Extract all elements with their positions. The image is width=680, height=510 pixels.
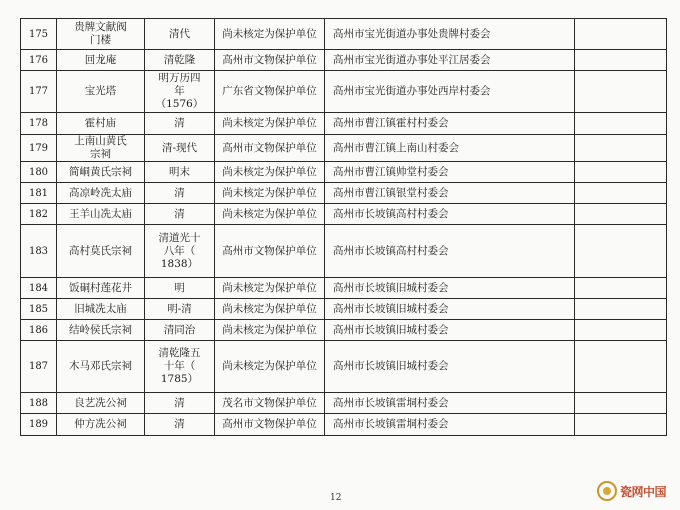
site-era-text: 清乾隆五 十年（ 1785） — [158, 347, 201, 385]
row-number — [21, 341, 57, 393]
remarks-cell — [575, 19, 667, 50]
site-name — [57, 135, 145, 162]
owner-unit-text: 高州市长坡镇高村村委会 — [333, 207, 449, 220]
table-row — [21, 71, 667, 113]
site-era-text: 清同治 — [163, 323, 196, 336]
table-row — [21, 320, 667, 341]
owner-unit-text: 高州市长坡镇雷垌村委会 — [333, 418, 449, 430]
row-number — [21, 225, 57, 278]
site-era-text: 清 — [174, 418, 185, 430]
owner-unit-text: 高州市曹江镇帅堂村委会 — [333, 165, 449, 178]
site-name — [57, 204, 145, 225]
owner-unit — [325, 71, 575, 113]
row-number — [21, 183, 57, 204]
protection-level — [215, 278, 325, 299]
table-body — [21, 19, 667, 436]
owner-unit-text: 高州市曹江镇霍村村委会 — [333, 117, 449, 129]
site-name-text: 宝光塔 — [84, 85, 117, 97]
site-name-text: 木马邓氏宗祠 — [69, 360, 132, 372]
table-row — [21, 414, 667, 436]
row-number-text: 177 — [28, 86, 49, 97]
site-name-text: 饭硐村莲花井 — [69, 281, 132, 294]
owner-unit — [325, 113, 575, 135]
site-name — [57, 71, 145, 113]
table-row — [21, 341, 667, 393]
remarks-cell — [575, 204, 667, 225]
site-era-text: 清-现代 — [161, 141, 198, 154]
protection-level-text: 尚未核定为保护单位 — [222, 117, 317, 129]
protection-level-text: 高州市文物保护单位 — [222, 53, 317, 66]
site-era-text: 清 — [174, 396, 185, 409]
owner-unit-text: 高州市宝光街道办事处西岸村委会 — [333, 85, 491, 97]
owner-unit — [325, 341, 575, 393]
table-row — [21, 50, 667, 71]
protection-level-text: 茂名市文物保护单位 — [222, 396, 317, 409]
row-number — [21, 320, 57, 341]
row-number — [21, 204, 57, 225]
owner-unit — [325, 135, 575, 162]
site-name-text: 王羊山冼太庙 — [69, 207, 132, 220]
site-era-text: 清 — [174, 117, 185, 129]
site-era-text: 清道光十 八年（ 1838） — [158, 231, 201, 270]
owner-unit-text: 高州市长坡镇雷垌村委会 — [333, 396, 449, 409]
site-era-text: 清 — [174, 186, 185, 199]
table-row — [21, 183, 667, 204]
site-era — [145, 135, 215, 162]
protection-level-text: 高州市文物保护单位 — [222, 418, 317, 430]
site-name — [57, 183, 145, 204]
owner-unit — [325, 50, 575, 71]
site-era — [145, 320, 215, 341]
row-number — [21, 299, 57, 320]
protection-level-text: 尚未核定为保护单位 — [222, 302, 317, 315]
site-name-text: 旧城冼太庙 — [74, 302, 127, 315]
protection-level-text: 尚未核定为保护单位 — [222, 207, 317, 220]
site-name-text: 简峒黄氏宗祠 — [69, 165, 132, 178]
site-name — [57, 162, 145, 183]
site-name — [57, 341, 145, 393]
owner-unit-text: 高州市长坡镇旧城村委会 — [333, 302, 449, 315]
site-name-text: 贵牌文献阀 门楼 — [74, 21, 127, 46]
site-era — [145, 19, 215, 50]
site-era — [145, 71, 215, 113]
protection-level-text: 尚未核定为保护单位 — [222, 360, 317, 372]
table-row — [21, 135, 667, 162]
site-name-text: 上南山黄氏 宗祠 — [74, 135, 127, 160]
row-number — [21, 50, 57, 71]
row-number — [21, 71, 57, 113]
watermark-text: 瓷网中国 — [620, 484, 667, 499]
remarks-cell — [575, 162, 667, 183]
protection-level-text: 尚未核定为保护单位 — [222, 27, 317, 40]
row-number-text: 188 — [28, 397, 49, 409]
site-era — [145, 50, 215, 71]
site-era — [145, 393, 215, 414]
row-number-text: 186 — [28, 324, 49, 336]
owner-unit — [325, 183, 575, 204]
row-number-text: 183 — [28, 245, 49, 257]
protection-level — [215, 393, 325, 414]
protection-level — [215, 162, 325, 183]
owner-unit — [325, 162, 575, 183]
protection-level — [215, 71, 325, 113]
table-row — [21, 113, 667, 135]
site-name — [57, 320, 145, 341]
heritage-table — [20, 18, 667, 436]
protection-level-text: 广东省文物保护单位 — [222, 85, 317, 97]
row-number — [21, 162, 57, 183]
site-era — [145, 204, 215, 225]
row-number-text: 178 — [28, 118, 49, 129]
owner-unit-text: 高州市曹江镇银堂村委会 — [333, 186, 449, 199]
row-number-text: 184 — [28, 282, 49, 294]
protection-level-text: 尚未核定为保护单位 — [222, 165, 317, 178]
site-name-text: 回龙庵 — [84, 53, 117, 66]
site-era — [145, 183, 215, 204]
owner-unit-text: 高州市长坡镇旧城村委会 — [333, 281, 449, 294]
row-number — [21, 278, 57, 299]
remarks-cell — [575, 50, 667, 71]
site-name-text: 高村莫氏宗祠 — [69, 244, 132, 257]
owner-unit — [325, 225, 575, 278]
protection-level — [215, 225, 325, 278]
owner-unit — [325, 19, 575, 50]
row-number-text: 179 — [28, 142, 49, 154]
row-number — [21, 135, 57, 162]
site-name — [57, 414, 145, 436]
owner-unit — [325, 414, 575, 436]
row-number-text: 187 — [28, 361, 49, 372]
site-era — [145, 341, 215, 393]
owner-unit — [325, 299, 575, 320]
site-name — [57, 278, 145, 299]
row-number-text: 181 — [28, 187, 49, 199]
site-era — [145, 113, 215, 135]
site-era-text: 清乾隆 — [163, 53, 196, 66]
protection-level — [215, 50, 325, 71]
site-era-text: 明末 — [169, 165, 190, 178]
protection-level — [215, 204, 325, 225]
owner-unit — [325, 320, 575, 341]
remarks-cell — [575, 393, 667, 414]
table-row — [21, 393, 667, 414]
remarks-cell — [575, 299, 667, 320]
site-name-text: 仲方冼公祠 — [74, 418, 127, 430]
table-row — [21, 225, 667, 278]
protection-level-text: 尚未核定为保护单位 — [222, 186, 317, 199]
protection-level — [215, 414, 325, 436]
row-number-text: 182 — [28, 208, 49, 220]
owner-unit-text: 高州市长坡镇旧城村委会 — [333, 323, 449, 336]
owner-unit — [325, 204, 575, 225]
table-row — [21, 278, 667, 299]
table-row — [21, 204, 667, 225]
protection-level-text: 尚未核定为保护单位 — [222, 281, 317, 294]
page-number: 12 — [330, 493, 342, 503]
remarks-cell — [575, 225, 667, 278]
protection-level — [215, 341, 325, 393]
site-era — [145, 278, 215, 299]
site-era-text: 明万历四 年 （1576） — [155, 72, 204, 110]
site-name-text: 结岭侯氏宗祠 — [69, 323, 132, 336]
site-name — [57, 50, 145, 71]
remarks-cell — [575, 341, 667, 393]
site-era-text: 清 — [174, 207, 185, 220]
protection-level — [215, 183, 325, 204]
protection-level-text: 高州市文物保护单位 — [222, 244, 317, 257]
site-name — [57, 225, 145, 278]
row-number-text: 180 — [28, 166, 49, 178]
row-number-text: 185 — [28, 303, 49, 315]
protection-level-text: 高州市文物保护单位 — [222, 141, 317, 154]
protection-level — [215, 299, 325, 320]
watermark — [597, 476, 677, 506]
remarks-cell — [575, 71, 667, 113]
table-row — [21, 299, 667, 320]
site-name-text: 高凉岭冼太庙 — [69, 186, 132, 199]
row-number — [21, 19, 57, 50]
owner-unit-text: 高州市长坡镇高村村委会 — [333, 244, 449, 257]
owner-unit-text: 高州市长坡镇旧城村委会 — [333, 360, 449, 372]
remarks-cell — [575, 414, 667, 436]
protection-level-text: 尚未核定为保护单位 — [222, 323, 317, 336]
site-name — [57, 299, 145, 320]
site-era-text: 清代 — [169, 27, 190, 40]
row-number — [21, 113, 57, 135]
site-name — [57, 19, 145, 50]
site-era — [145, 225, 215, 278]
owner-unit — [325, 278, 575, 299]
site-name — [57, 113, 145, 135]
site-name — [57, 393, 145, 414]
row-number-text: 189 — [28, 419, 49, 430]
table-row — [21, 19, 667, 50]
owner-unit-text: 高州市曹江镇上南山村委会 — [333, 141, 459, 154]
remarks-cell — [575, 135, 667, 162]
remarks-cell — [575, 113, 667, 135]
site-name-text: 良艺冼公祠 — [74, 396, 127, 409]
row-number — [21, 414, 57, 436]
row-number — [21, 393, 57, 414]
protection-level — [215, 19, 325, 50]
site-era — [145, 162, 215, 183]
table-row — [21, 162, 667, 183]
site-era — [145, 299, 215, 320]
row-number-text: 175 — [28, 28, 49, 40]
protection-level — [215, 320, 325, 341]
site-name-text: 霍村庙 — [84, 117, 117, 129]
row-number-text: 176 — [28, 54, 49, 66]
site-era — [145, 414, 215, 436]
porcelain-logo-icon — [597, 481, 617, 501]
protection-level — [215, 113, 325, 135]
protection-level — [215, 135, 325, 162]
owner-unit-text: 高州市宝光街道办事处贵牌村委会 — [333, 27, 491, 40]
remarks-cell — [575, 320, 667, 341]
remarks-cell — [575, 183, 667, 204]
remarks-cell — [575, 278, 667, 299]
owner-unit-text: 高州市宝光街道办事处平江居委会 — [333, 53, 491, 66]
site-era-text: 明-清 — [167, 302, 192, 315]
site-era-text: 明 — [174, 281, 185, 294]
owner-unit — [325, 393, 575, 414]
